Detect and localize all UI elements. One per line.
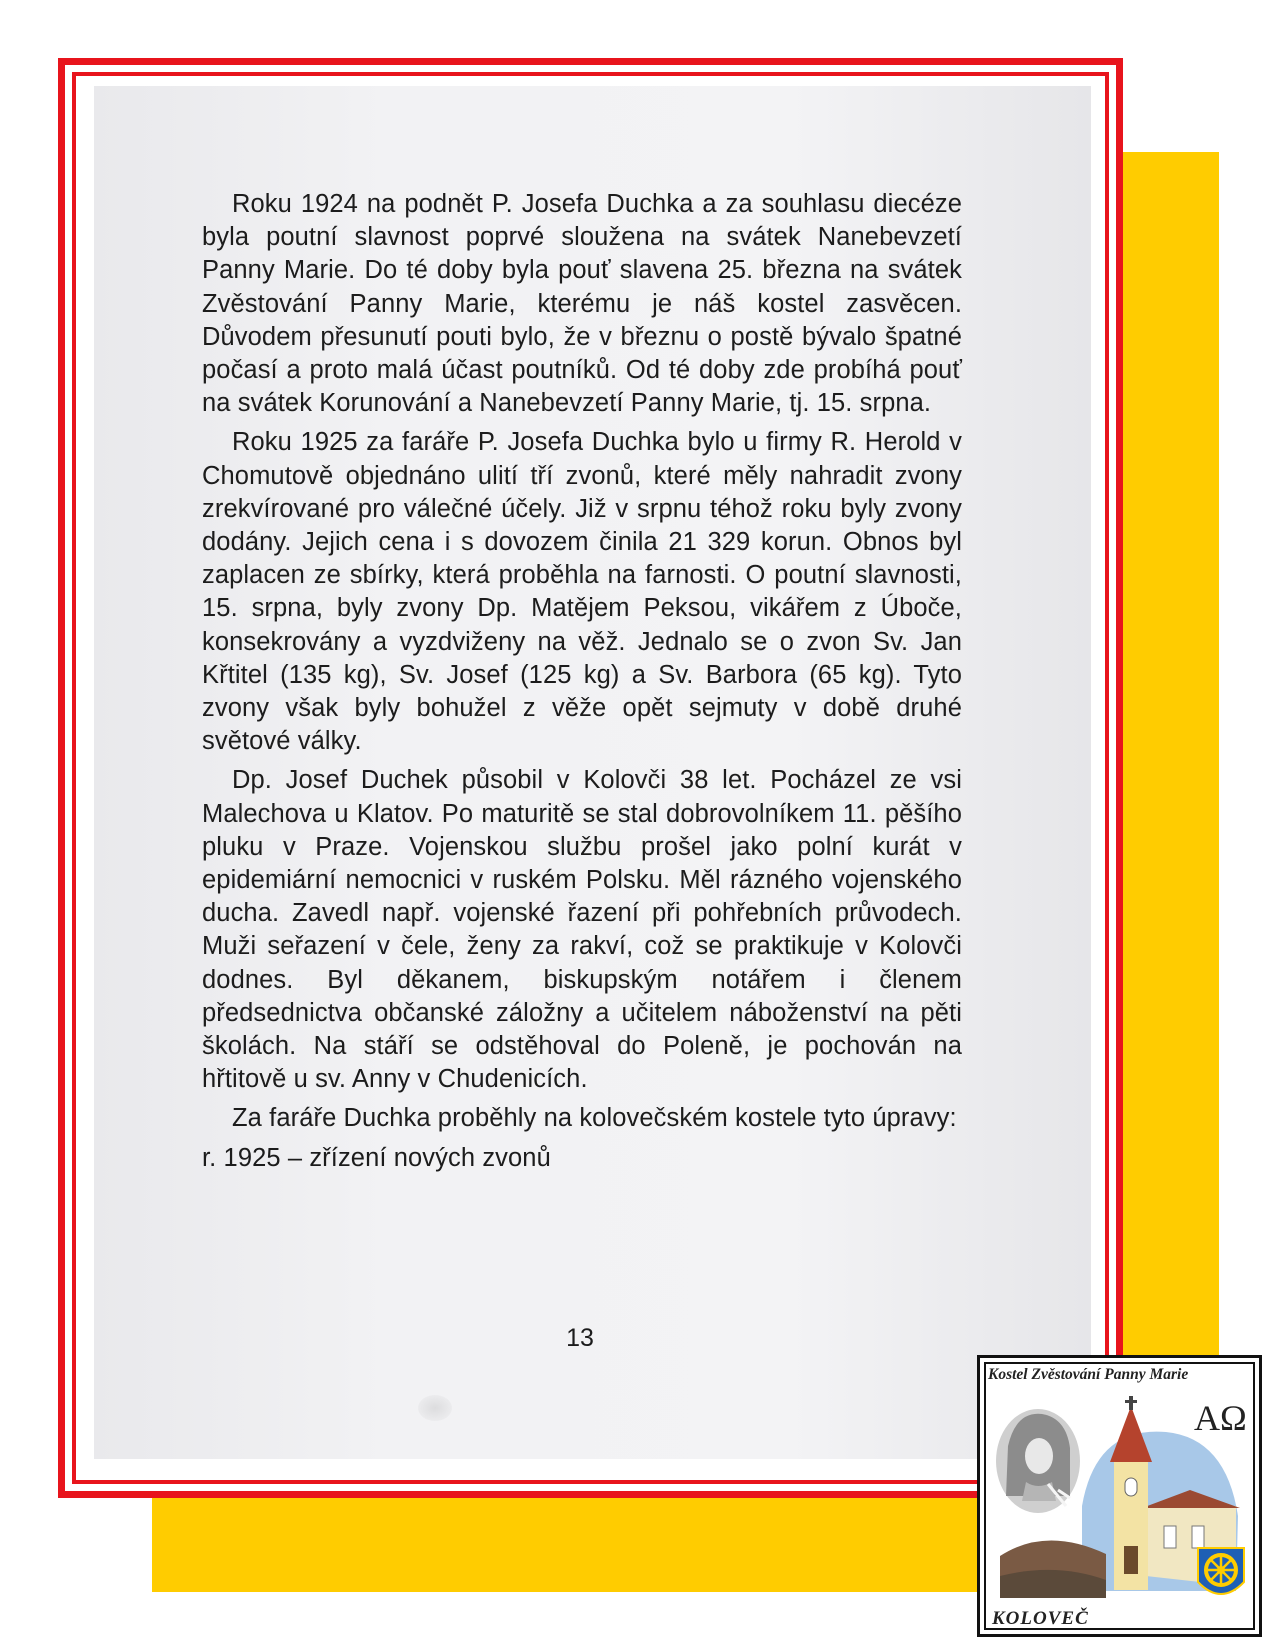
logo-town-name: KOLOVEČ (992, 1608, 1089, 1629)
parish-logo (977, 1355, 1262, 1637)
paragraph-4: Za faráře Duchka proběhly na kolovečském kostele tyto úpravy: (232, 1104, 957, 1133)
paragraph-1: Roku 1924 na podnět P. Josefa Duchka a za souhlasu diecéze byla poutní slavnost poprvé sloužena na svátek Nanebevzetí Panny Marie. Do té doby byla pouť slavena 25. března na svátek Zvěstování Panny Marie, kterému je náš kostel zasvěcen. Důvodem přesunutí pouti bylo, že v březnu o postě bývalo špatné počasí a proto malá účast poutníků. Od té doby zde probíhá pouť na svátek Korunování a Nanebevzetí Panny Marie, tj. 15. srpna. (202, 190, 962, 418)
paragraph-2: Roku 1925 za faráře P. Josefa Duchka bylo u firmy R. Herold v Chomutově objednáno ulití tří zvonů, které měly nahradit zvony zrekvírované pro válečné účely. Již v srpnu téhož roku byly zvony dodány. Jejich cena i s dovozem činila 21 329 korun. Obnos byl zaplacen ze sbírky, která proběhla na farnosti. O poutní slavnosti, 15. srpna, byly zvony Dp. Matějem Peksou, vikářem z Úboče, konsekrovány a vyzdviženy na věž. Jednalo se o zvon Sv. Jan Křtitel (135 kg), Sv. Josef (125 kg) a Sv. Barbora (65 kg). Tyto zvony však byly bohužel z věže opět sejmuty v době druhé světové války. (202, 428, 962, 756)
page-number: 13 (566, 1324, 594, 1352)
page-body-text (202, 188, 962, 1175)
logo-title: Kostel Zvěstování Panny Marie (988, 1366, 1189, 1383)
logo-illustration (986, 1386, 1254, 1606)
list-line: r. 1925 – zřízení nových zvonů (202, 1143, 551, 1172)
madonna-image (996, 1409, 1080, 1513)
coat-of-arms-wheel (1198, 1548, 1244, 1594)
paragraph-3: Dp. Josef Duchek působil v Kolovči 38 let. Pocházel ze vsi Malechova u Klatov. Po maturitě se stal dobrovolníkem 11. pěšího pluku v Praze. Vojenskou službu prošel jako polní kurát v epidemiární nemocnici v ruském Polsku. Měl rázného vojenského ducha. Zavedl např. vojenské řazení při pohřebních průvodech. Muži seřazení v čele, ženy za rakví, což se praktikuje v Kolovči dodnes. Byl děkanem, biskupským notářem i členem předsednictva občanské záložny a učitelem náboženství na pěti školách. Na stáří se odstěhoval do Poleně, je pochován na hřtitově u sv. Anny v Chudenicích. (202, 766, 962, 1094)
page-smudge (418, 1395, 452, 1421)
alpha-omega-symbol: AΩ (1194, 1398, 1247, 1438)
